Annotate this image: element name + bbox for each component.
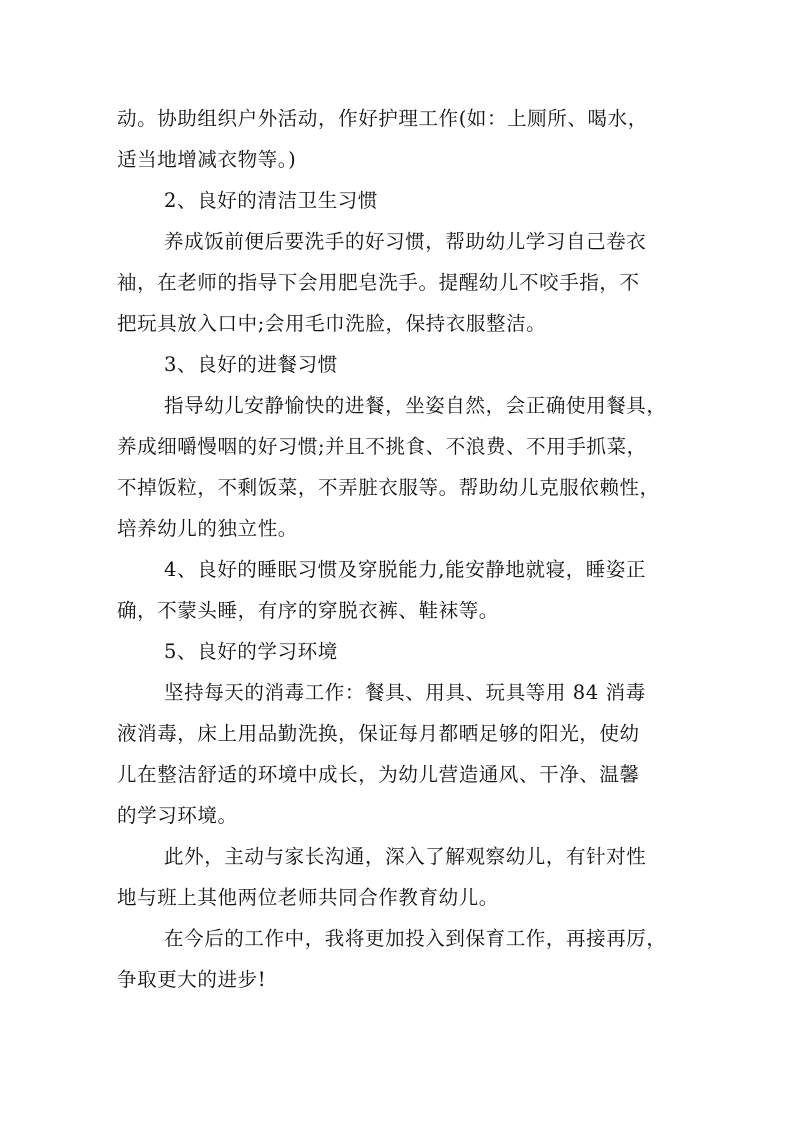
- text-line: 把玩具放入口中;会用毛巾洗脸，保持衣服整洁。: [117, 312, 547, 335]
- section-heading-sleep-habits: 4、良好的睡眠习惯及穿脱能力,能安静地就寝，睡姿正: [164, 558, 647, 581]
- text-line: 指导幼儿安静愉快的进餐，坐姿自然，会正确使用餐具，: [164, 394, 667, 417]
- text-line: 争取更大的进步!: [117, 968, 267, 991]
- document-body: [117, 98, 685, 1000]
- text-line: 袖，在老师的指导下会用肥皂洗手。提醒幼儿不咬手指，不: [117, 271, 640, 294]
- text-line: 养成饭前便后要洗手的好习惯，帮助幼儿学习自己卷衣: [164, 230, 647, 253]
- text-line: 的学习环境。: [117, 804, 238, 827]
- text-line: 此外，主动与家长沟通，深入了解观察幼儿，有针对性: [164, 845, 647, 868]
- text-line: 液消毒，床上用品勤洗换，保证每月都晒足够的阳光，使幼: [117, 722, 640, 745]
- text-line: 培养幼儿的独立性。: [117, 517, 298, 540]
- text-line: 地与班上其他两位老师共同合作教育幼儿。: [117, 886, 499, 909]
- text-line: 确，不蒙头睡，有序的穿脱衣裤、鞋袜等。: [117, 599, 499, 622]
- text-line: 适当地增减衣物等。): [117, 148, 297, 171]
- text-line: 养成细嚼慢咽的好习惯;并且不挑食、不浪费、不用手抓菜，: [117, 435, 647, 458]
- text-line: 坚持每天的消毒工作：餐具、用具、玩具等用 84 消毒: [164, 681, 646, 704]
- text-line: 动。协助组织户外活动，作好护理工作(如：上厕所、喝水，: [117, 107, 648, 130]
- section-heading-eating-habits: 3、良好的进餐习惯: [164, 353, 338, 376]
- section-heading-cleaning-habits: 2、良好的清洁卫生习惯: [164, 189, 379, 212]
- text-line: 儿在整洁舒适的环境中成长，为幼儿营造通风、干净、温馨: [117, 763, 640, 786]
- section-heading-learning-environment: 5、良好的学习环境: [164, 640, 338, 663]
- text-line: 不掉饭粒，不剩饭菜，不弄脏衣服等。帮助幼儿克服依赖性，: [117, 476, 660, 499]
- text-line: 在今后的工作中，我将更加投入到保育工作，再接再厉，: [164, 927, 667, 950]
